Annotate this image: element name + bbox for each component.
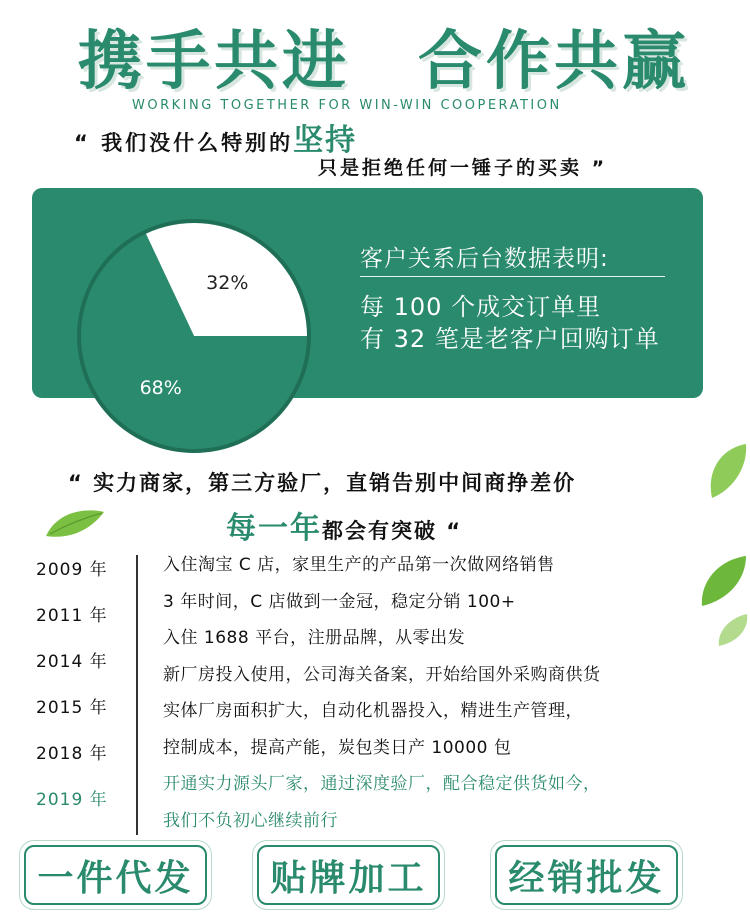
timeline-events (163, 549, 601, 841)
timeline-year: 2018 年 (36, 744, 108, 764)
wholesale-button[interactable]: 经销批发 (495, 845, 678, 905)
mid-quote-rest: 都会有突破 “ (322, 519, 463, 543)
quote-prefix: “ 我们没什么特别的 (74, 131, 294, 155)
timeline-event: 实体厂房面积扩大，自动化机器投入，精进生产管理， (163, 701, 583, 721)
leaf-icon (715, 612, 750, 648)
timeline-event: 入住淘宝 C 店，家里生产的产品第一次做网络销售 (163, 555, 555, 575)
timeline-event: 我们不负初心继续前行 (163, 810, 338, 831)
quote-highlight: 坚持 (293, 123, 358, 158)
english-subtitle: WORKING TOGETHER FOR WIN-WIN COOPERATION (132, 98, 562, 113)
dropship-button[interactable]: 一件代发 (24, 845, 207, 905)
pie-slice-label: 32% (206, 272, 249, 295)
main-title-right: 合作共赢 (418, 25, 690, 99)
timeline-event: 开通实力源头厂家，通过深度验厂，配合稳定供货如今， (163, 774, 601, 794)
pie-slice-label: 68% (139, 376, 182, 399)
timeline-years (36, 555, 108, 831)
timeline-year: 2019 年 (36, 790, 108, 810)
timeline-event: 入住 1688 平台，注册品牌，从零出发 (163, 628, 466, 648)
timeline-event: 新厂房投入使用，公司海关备案，开始给国外采购商供货 (163, 664, 601, 685)
quote-line-2: 只是拒绝任何一锤子的买卖 ” (318, 157, 608, 179)
timeline-year: 2009 年 (36, 560, 108, 580)
timeline-year: 2011 年 (36, 606, 108, 626)
timeline-event: 控制成本，提高产能，炭包类日产 10000 包 (163, 737, 512, 758)
oem-button[interactable]: 贴牌加工 (257, 845, 440, 905)
timeline-divider (136, 555, 138, 835)
stats-heading: 客户关系后台数据表明: (360, 246, 609, 272)
main-title-left: 携手共进 (78, 25, 350, 99)
timeline-event: 3 年时间，C 店做到一金冠，稳定分销 100+ (163, 591, 516, 612)
pie-chart (74, 216, 314, 456)
mid-quote-line-2 (226, 503, 462, 547)
leaf-icon (696, 552, 750, 610)
timeline-year: 2015 年 (36, 698, 108, 718)
stats-line-1: 每 100 个成交订单里 (360, 293, 602, 321)
quote-line-1 (74, 115, 357, 159)
leaf-icon (702, 440, 750, 502)
stats-line-2: 有 32 笔是老客户回购订单 (360, 325, 660, 353)
stats-divider (360, 276, 665, 277)
leaf-icon (44, 506, 106, 540)
mid-quote-line-1: “ 实力商家，第三方验厂，直销告别中间商挣差价 (68, 471, 577, 495)
mid-quote-highlight: 每一年 (226, 511, 322, 546)
timeline-year: 2014 年 (36, 652, 108, 672)
